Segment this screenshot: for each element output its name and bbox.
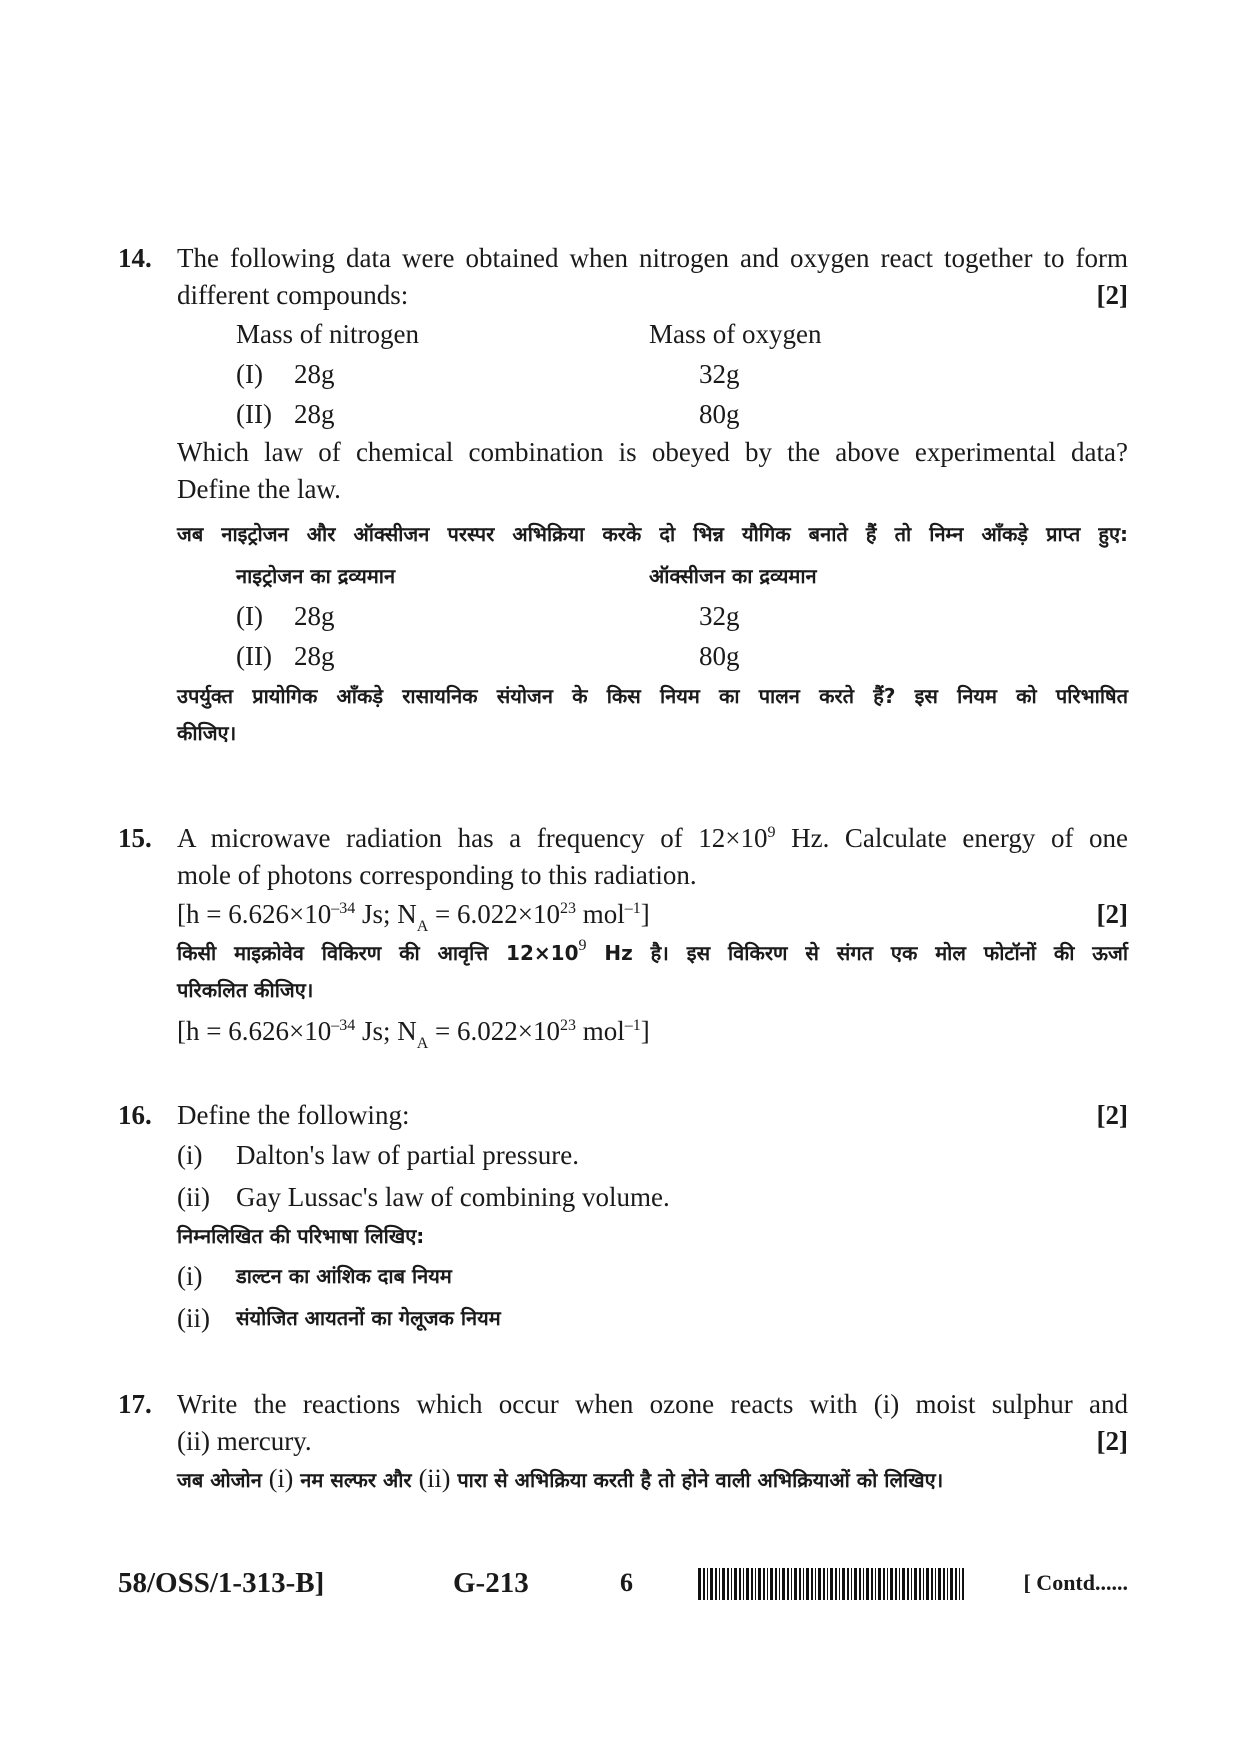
paper-code: 58/OSS/1-313-B] — [118, 1567, 325, 1599]
table-row — [236, 636, 836, 676]
list-item: (ii) संयोजित आयतनों का गेलूजक नियम — [177, 1303, 501, 1333]
question-text: A microwave radiation has a frequency of $12\times 10^9$ Hz. Calculate energy of one — [177, 823, 1128, 853]
header-oxygen: ऑक्सीजन का द्रव्यमान — [649, 564, 817, 588]
hindi-text: कीजिए। — [177, 721, 237, 745]
question-text: Define the law. — [177, 474, 341, 504]
question-text-row — [177, 1423, 1128, 1460]
question-body — [177, 820, 1128, 1050]
list-item: (i) Dalton's law of partial pressure. — [177, 1140, 580, 1170]
page-number: 6 — [620, 1568, 633, 1597]
constants-text: [$h = 6.626\times 10^{-34}$ Js; $N_A = 6.022\times 10^{23}$ mol$^{-1}$] — [177, 1016, 650, 1052]
nitrogen-value: 28g — [294, 359, 335, 389]
question-body — [177, 240, 1128, 752]
list-item: (i) डाल्टन का आंशिक दाब नियम — [177, 1261, 452, 1291]
question-14 — [118, 240, 1128, 760]
question-17 — [118, 1386, 1128, 1516]
question-number: 16. — [118, 1100, 152, 1130]
row-label: (I) — [236, 601, 263, 631]
question-text: mole of photons corresponding to this radiation. — [177, 860, 697, 890]
oxygen-value: 32g — [699, 359, 740, 389]
table-row — [236, 596, 836, 636]
contd-label: [ Contd...... — [1023, 1570, 1128, 1595]
nitrogen-value: 28g — [294, 601, 335, 631]
oxygen-value: 80g — [699, 641, 740, 671]
header-nitrogen: नाइट्रोजन का द्रव्यमान — [236, 564, 396, 588]
question-text: (ii) mercury. — [177, 1426, 312, 1456]
page-footer — [118, 1560, 1128, 1606]
question-text: different compounds: — [177, 280, 409, 310]
row-label: (I) — [236, 359, 263, 389]
question-number: 17. — [118, 1389, 152, 1419]
question-text: Write the reactions which occur when ozone reacts with (i) moist sulphur and — [177, 1389, 1128, 1419]
question-text: Define the following: — [177, 1100, 410, 1130]
oxygen-value: 32g — [699, 601, 740, 631]
question-text-row — [177, 277, 1128, 314]
hindi-data-table — [236, 556, 836, 676]
row-label: (II) — [236, 399, 272, 429]
nitrogen-value: 28g — [294, 399, 335, 429]
row-label: (II) — [236, 641, 272, 671]
marks-label: [2] — [1096, 899, 1128, 929]
hindi-text: जब नाइट्रोजन और ऑक्सीजन परस्पर अभिक्रिया करके दो भिन्न यौगिक बनाते हैं तो निम्न आँकड़े प्राप्त हुए: — [177, 522, 1128, 546]
constants-text: [$h = 6.626\times 10^{-34}$ Js; $N_A = 6.022\times 10^{23}$ mol$^{-1}$] — [177, 899, 650, 935]
barcode-icon — [698, 1568, 964, 1600]
hindi-text: निम्नलिखित की परिभाषा लिखिए: — [177, 1224, 425, 1248]
table-row — [236, 354, 836, 394]
table-header — [236, 314, 836, 354]
list-item: (ii) Gay Lussac's law of combining volume. — [177, 1182, 670, 1212]
question-number: 14. — [118, 243, 152, 273]
question-15 — [118, 820, 1128, 1060]
hindi-text: उपर्युक्त प्रायोगिक आँकड़े रासायनिक संयोजन के किस नियम का पालन करते हैं? इस नियम को परिभाषित — [177, 684, 1128, 708]
marks-label: [2] — [1096, 1426, 1128, 1456]
data-table — [236, 314, 836, 434]
marks-label: [2] — [1096, 1100, 1128, 1130]
header-nitrogen: Mass of nitrogen — [236, 319, 419, 349]
constants-row — [177, 896, 1128, 933]
question-text: Which law of chemical combination is obeyed by the above experimental data? — [177, 437, 1128, 467]
question-number: 15. — [118, 823, 152, 853]
nitrogen-value: 28g — [294, 641, 335, 671]
question-16 — [118, 1097, 1128, 1337]
hindi-text: परिकलित कीजिए। — [177, 978, 314, 1002]
question-body — [177, 1097, 1128, 1339]
hindi-text: जब ओजोन (i) नम सल्फर और (ii) पारा से अभिक्रिया करती है तो होने वाली अभिक्रियाओं को लिखिए। — [177, 1464, 944, 1493]
series-code: G-213 — [453, 1567, 529, 1599]
table-header — [236, 556, 836, 596]
question-body — [177, 1386, 1128, 1499]
question-text-row — [177, 1097, 1128, 1134]
marks-label: [2] — [1096, 280, 1128, 310]
question-text: The following data were obtained when nitrogen and oxygen react together to form — [177, 243, 1128, 273]
header-oxygen: Mass of oxygen — [649, 319, 822, 349]
oxygen-value: 80g — [699, 399, 740, 429]
table-row — [236, 394, 836, 434]
hindi-text: किसी माइक्रोवेव विकिरण की आवृत्ति $12\times 10^9$ Hz है। इस विकिरण से संगत एक मोल फोटॉनों की ऊर्जा — [177, 937, 1128, 965]
